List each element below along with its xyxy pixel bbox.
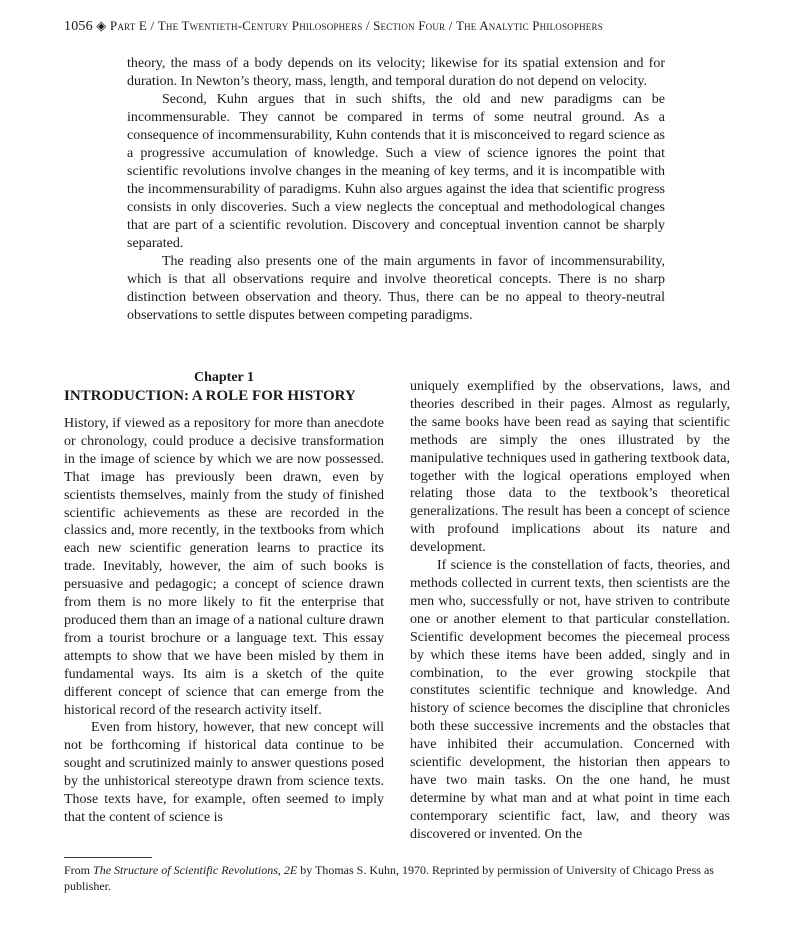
- body-paragraph: If science is the constellation of facts, theories, and methods collected in current texts, then scientists are the men who, successfully or not, have striven to contribute one or another element to that particular constellation. Scientific development becomes the piecemeal process by which these items have been added, singly and in combination, to the ever growing stockpile that constitutes scientific technique and knowledge. And history of science becomes the discipline that chronicles both these successive increments and the obstacles that have inhibited their accumulation. Concerned with scientific development, the historian then appears to have two main tasks. On the one hand, he must determine by what man and at what point in time each contemporary scientific fact, law, and theory was discovered or invented. On the: [410, 558, 730, 842]
- footnote-credit: by Thomas S. Kuhn, 1970. Reprinted by permission of University of Chicago Press as publisher.: [64, 863, 714, 893]
- header-diamond-icon: ◈: [96, 18, 107, 33]
- body-paragraph: Even from history, however, that new concept will not be forthcoming if historical data continue to be sought and scrutinized mainly to answer questions posed by the unhistorical stereotype drawn from science texts. Those texts have, for example, often seemed to imply that the content of science is: [64, 720, 384, 825]
- intro-paragraph: The reading also presents one of the main arguments in favor of incommensurability, which is that all observations require and involve theoretical concepts. There is no sharp distinction between observation and theory. Thus, there can be no appeal to theory-neutral observations to settle disputes between competing paradigms.: [127, 254, 665, 323]
- editorial-introduction: [127, 55, 665, 325]
- header-part: Part E: [109, 18, 148, 33]
- intro-paragraph: theory, the mass of a body depends on its velocity; likewise for its spatial extension and for duration. In Newton’s theory, mass, length, and temporal duration do not depend on velocity.: [127, 56, 665, 89]
- header-subsection: The Analytic Philosophers: [455, 18, 603, 33]
- footnote-from: From: [64, 863, 94, 877]
- right-column: [410, 378, 730, 844]
- chapter-number: Chapter 1: [193, 370, 255, 385]
- running-header: [64, 18, 603, 35]
- header-section: Section Four: [373, 18, 446, 33]
- header-slash: /: [448, 18, 453, 33]
- header-book-title: The Twentieth-Century Philosophers: [157, 18, 363, 33]
- intro-paragraph: Second, Kuhn argues that in such shifts, the old and new paradigms can be incommensurable. They cannot be compared in terms of some neutral ground. As a consequence of incommensurability, Kuhn contends that it is misconceived to regard science as a progressive accumulation of knowledge. Such a view of science ignores the point that scientific revolutions involve changes in the meaning of key terms, and it is incompatible with the incommensurability of paradigms. Kuhn also argues against the idea that scientific progress consists in only discoveries. Such a view neglects the conceptual and methodological changes that are part of a scientific revolution. Discovery and conceptual invention cannot be sharply separated.: [127, 92, 665, 251]
- header-slash: /: [365, 18, 370, 33]
- header-slash: /: [150, 18, 155, 33]
- source-footnote: [64, 862, 714, 894]
- left-column: [64, 369, 384, 827]
- footnote-rule: [64, 857, 152, 858]
- chapter-title: INTRODUCTION: A ROLE FOR HISTORY: [64, 388, 356, 404]
- body-paragraph: History, if viewed as a repository for more than anecdote or chronology, could produce a decisive transformation in the image of science by which we are now possessed. That image has previously been drawn, even by scientists themselves, mainly from the study of finished scientific achievements as these are recorded in the classics and, more recently, in the textbooks from which each new scientific generation learns to practice its trade. Inevitably, however, the aim of such books is persuasive and pedagogic; a concept of science drawn from them is no more likely to fit the enterprise that produced them than an image of a national culture drawn from a tourist brochure or a language text. This essay attempts to show that we have been misled by them in fundamental ways. Its aim is a sketch of the quite different concept of science that can emerge from the historical record of the research activity itself.: [64, 416, 384, 718]
- body-paragraph: uniquely exemplified by the observations, laws, and theories described in their pages. Almost as regularly, the same books have been read as saying that scientific methods are simply the ones illustrated by the manipulative techniques used in gathering textbook data, together with the logical operations employed when relating those data to the textbook’s theoretical generalizations. The result has been a concept of science with profound implications about its nature and development.: [410, 379, 730, 556]
- page-number: 1056: [64, 19, 93, 34]
- footnote-work-title: The Structure of Scientific Revolutions, 2E: [93, 863, 298, 877]
